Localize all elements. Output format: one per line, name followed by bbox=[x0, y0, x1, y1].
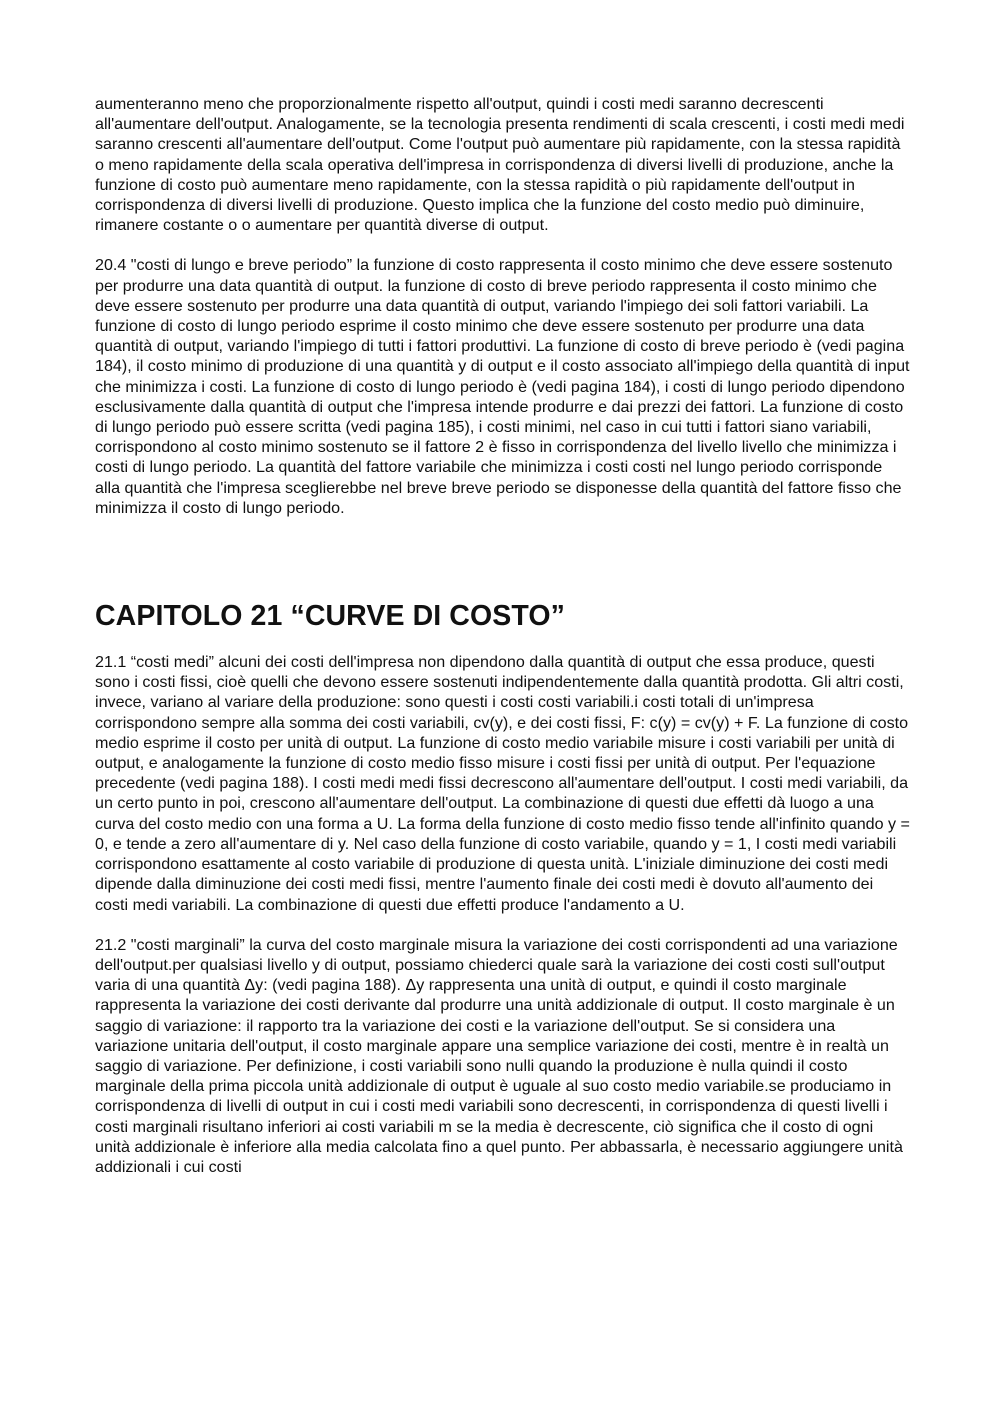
paragraph-average-cost-continuation: aumenteranno meno che proporzionalmente rispetto all'output, quindi i costi medi saranno decrescenti all'aumentare dell'output. Analogamente, se la tecnologia presenta rendimenti di scala crescenti, i costi medi medi saranno crescenti all'aumentare dell'output. Come l'output può aumentare più rapidamente, con la stessa rapidità o meno rapidamente della scala operativa dell'impresa in corrispondenza di diversi livelli di produzione, anche la funzione di costo può aumentare meno rapidamente, con la stessa rapidità o più rapidamente dell'output in corrispondenza di diversi livelli di produzione. Questo implica che la funzione del costo medio può diminuire, rimanere costante o o aumentare per quantità diverse di output. bbox=[95, 95, 905, 235]
chapter-title: CAPITOLO 21 “CURVE DI COSTO” bbox=[95, 600, 565, 633]
paragraph-20-4-long-short-run-costs: 20.4 "costi di lungo e breve periodo” la funzione di costo rappresenta il costo minimo che deve essere sostenuto per produrre una data quantità di output. la funzione di costo di breve periodo rappresenta il costo minimo che deve essere sostenuto per produrre una data quantità di output, variando l'impiego dei soli fattori variabili. La funzione di costo di lungo periodo esprime il costo minimo che deve essere sostenuto per produrre una data quantità di output, variando l'impiego di tutti i fattori produttivi. La funzione di costo di breve periodo è (vedi pagina 184), il costo minimo di produzione di una quantità y di output e il costo associato all'impiego della quantità di input che minimizza i costi. La funzione di costo di lungo periodo è (vedi pagina 184), i costi di lungo periodo dipendono esclusivamente dalla quantità di output che l'impresa intende produrre e dai prezzi dei fattori. La funzione di costo di lungo periodo può essere scritta (vedi pagina 185), i costi minimi, nel caso in cui tutti i fattori siano variabili, corrispondono al costo minimo sostenuto se il fattore 2 è fisso in corrispondenza del livello livello che minimizza i costi di lungo periodo. La quantità del fattore variabile che minimizza i costi costi nel lungo periodo corrisponde alla quantità che l'impresa sceglierebbe nel breve breve periodo se disponesse della quantità del fattore fisso che minimizza il costo di lungo periodo. bbox=[95, 256, 910, 517]
page-content bbox=[95, 94, 910, 1177]
paragraph-21-1-average-costs: 21.1 “costi medi” alcuni dei costi dell'impresa non dipendono dalla quantità di output che essa produce, questi sono i costi fissi, cioè quelli che devono essere sostenuti indipendentemente dalla quantità prodotta. Gli altri costi, invece, variano al variare della produzione: sono questi i costi costi variabili.i costi totali di un'impresa corrispondono sempre alla somma dei costi variabili, cv(y), e dei costi fissi, F: c(y) = cv(y) + F. La funzione di costo medio esprime il costo per unità di output. La funzione di costo medio variabile misure i costi variabili per unità di output, e analogamente la funzione di costo medio fisso misure i costi fissi per unità di output. Per l'equazione precedente (vedi pagina 188). I costi medi medi fissi decrescono all'aumentare dell'output. I costi medi variabili, da un certo punto in poi, crescono all'aumentare dell'output. La combinazione di questi due effetti dà luogo a una curva del costo medio con una forma a U. La forma della funzione di costo medio fisso tende all'infinito quando y = 0, e tende a zero all'aumentare di y. Nel caso della funzione di costo variabile, quando y = 1, I costi medi variabili corrispondono esattamente al costo variabile di produzione di questa unità. L'iniziale diminuzione dei costi medi dipende dalla diminuzione dei costi medi fissi, mentre l'aumento finale dei costi medi è dovuto all'aumento dei costi medi variabili. La combinazione di questi due effetti produce l'andamento a U. bbox=[95, 653, 910, 914]
paragraph-21-2-marginal-costs: 21.2 "costi marginali” la curva del costo marginale misura la variazione dei costi corrispondenti ad una variazione dell'output.per qualsiasi livello y di output, possiamo chiederci quale sarà la variazione dei costi costi sull'output varia di una quantità Δy: (vedi pagina 188). Δy rappresenta una unità di output, e quindi il costo marginale rappresenta la variazione dei costi derivante dal produrre una unità addizionale di output. Il costo marginale è un saggio di variazione: il rapporto tra la variazione dei costi e la variazione dell'output. Se si considera una variazione unitaria dell'output, il costo marginale appare una semplice variazione dei costi, mentre è in realtà un saggio di variazione. Per definizione, i costi variabili sono nulli quando la produzione è nulla quindi il costo marginale della prima piccola unità addizionale di output è uguale al suo costo medio variabile.se produciamo in corrispondenza di livelli di output in cui i costi medi variabili sono decrescenti, in corrispondenza di questi livelli i costi marginali risultano inferiori ai costi variabili m se la media è decrescente, ciò significa che il costo di ogni unità addizionale è inferiore alla media calcolata fino a quel punto. Per abbassarla, è necessario aggiungere unità addizionali i cui costi bbox=[95, 935, 903, 1176]
